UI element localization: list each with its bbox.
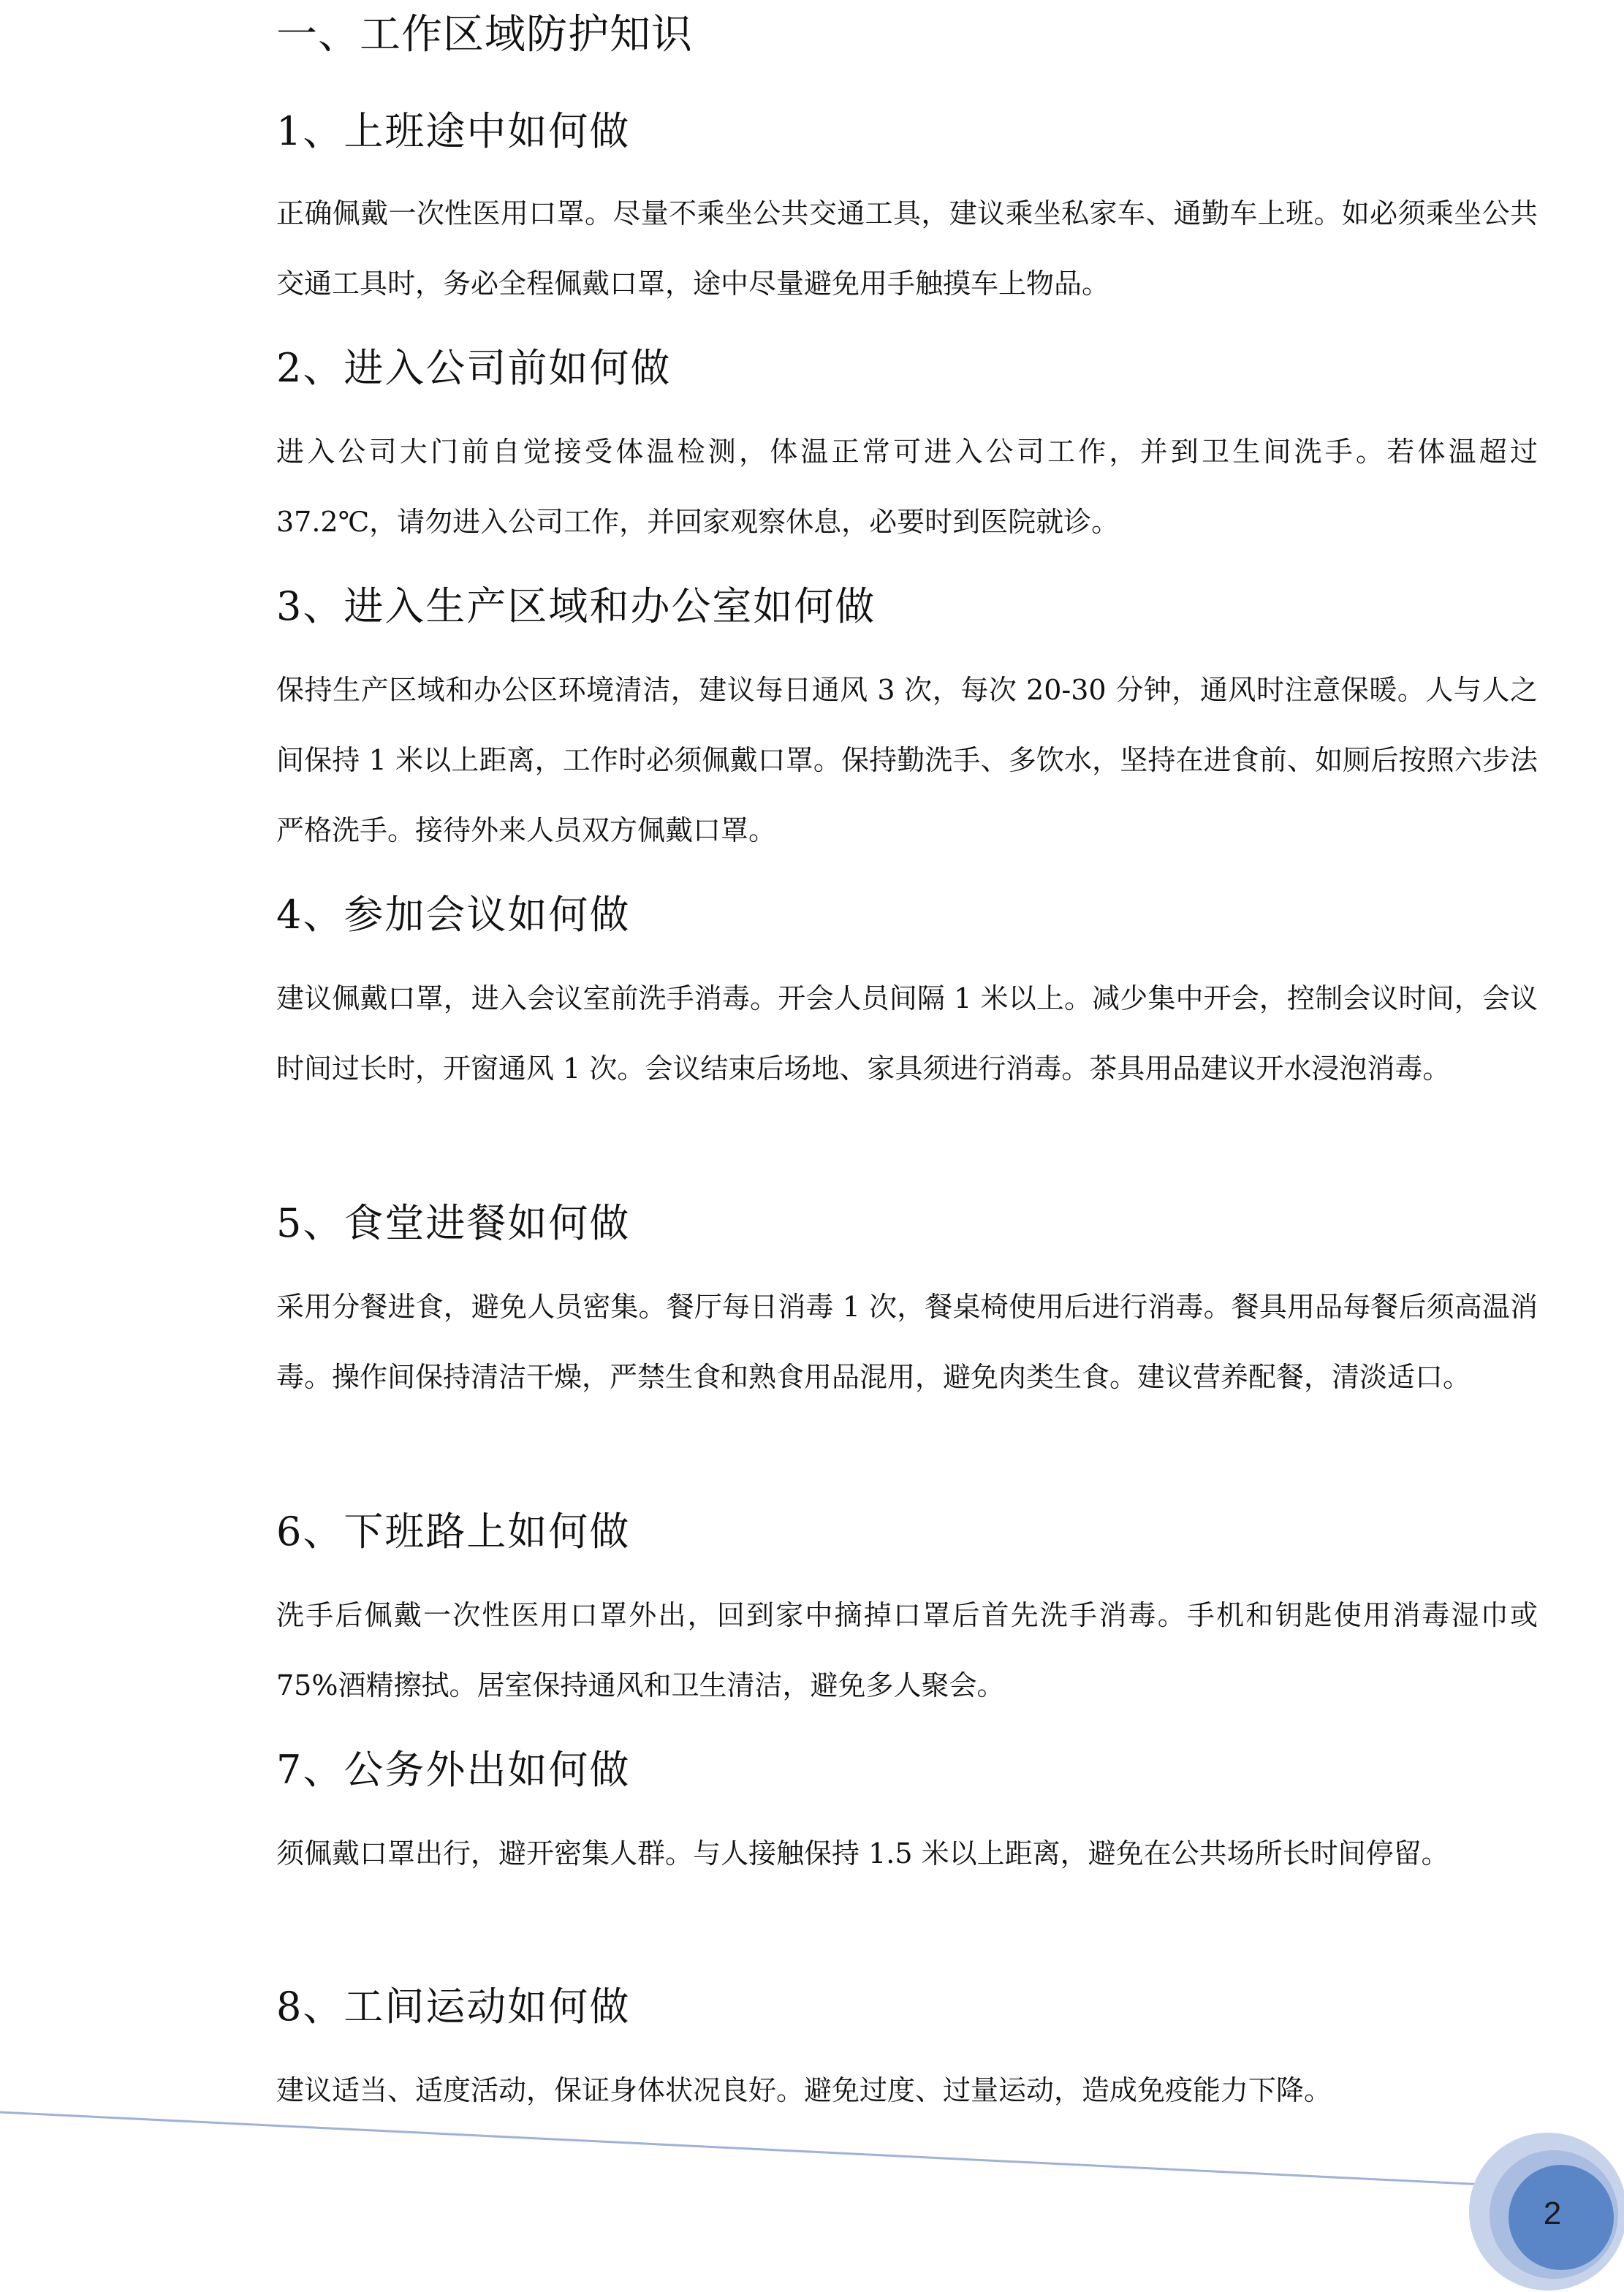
- section-heading-after-work: 6、下班路上如何做: [276, 1509, 631, 1555]
- section-text-business-trip: 须佩戴口罩出行，避开密集人群。与人接触保持 1.5 米以上距离，避免在公共场所长时间停留。: [276, 1837, 1449, 1870]
- section-heading-commute: 1、上班途中如何做: [276, 108, 631, 154]
- section-text-canteen: 采用分餐进食，避免人员密集。餐厅每日消毒 1 次，餐桌椅使用后进行消毒。餐具用品每餐后须高温消毒。操作间保持清洁干燥，严禁生食和熟食用品混用，避免肉类生食。建议营养配餐，清淡适口。: [276, 1291, 1538, 1393]
- section-heading-production-office: 3、进入生产区域和办公室如何做: [276, 583, 876, 629]
- document-title: 一、工作区域防护知识: [276, 11, 693, 58]
- section-heading-exercise: 8、工间运动如何做: [276, 1984, 631, 2030]
- section-heading-meeting: 4、参加会议如何做: [276, 892, 631, 938]
- section-text-after-work: 洗手后佩戴一次性医用口罩外出，回到家中摘掉口罩后首先洗手消毒。手机和钥匙使用消毒湿巾或 75%酒精擦拭。居室保持通风和卫生清洁，避免多人聚会。: [276, 1599, 1538, 1701]
- section-heading-canteen: 5、食堂进餐如何做: [276, 1200, 631, 1246]
- section-text-meeting: 建议佩戴口罩，进入会议室前洗手消毒。开会人员间隔 1 米以上。减少集中开会，控制会议时间，会议时间过长时，开窗通风 1 次。会议结束后场地、家具须进行消毒。茶具用品建议开水浸泡消毒。: [276, 982, 1538, 1085]
- section-heading-business-trip: 7、公务外出如何做: [276, 1747, 631, 1793]
- section-text-production-office: 保持生产区域和办公区环境清洁，建议每日通风 3 次，每次 20-30 分钟，通风时注意保暖。人与人之间保持 1 米以上距离，工作时必须佩戴口罩。保持勤洗手、多饮水，坚持在进食前、如厕后按照六步法严格洗手。接待外来人员双方佩戴口罩。: [276, 674, 1538, 846]
- section-text-enter-company: 进入公司大门前自觉接受体温检测，体温正常可进入公司工作，并到卫生间洗手。若体温超过 37.2℃，请勿进入公司工作，并回家观察休息，必要时到医院就诊。: [276, 436, 1538, 538]
- section-text-exercise: 建议适当、适度活动，保证身体状况良好。避免过度、过量运动，造成免疫能力下降。: [276, 2074, 1332, 2106]
- section-text-commute: 正确佩戴一次性医用口罩。尽量不乘坐公共交通工具，建议乘坐私家车、通勤车上班。如必须乘坐公共交通工具时，务必全程佩戴口罩，途中尽量避免用手触摸车上物品。: [276, 197, 1538, 300]
- page-number: 2: [1543, 2196, 1562, 2231]
- section-heading-enter-company: 2、进入公司前如何做: [276, 345, 672, 391]
